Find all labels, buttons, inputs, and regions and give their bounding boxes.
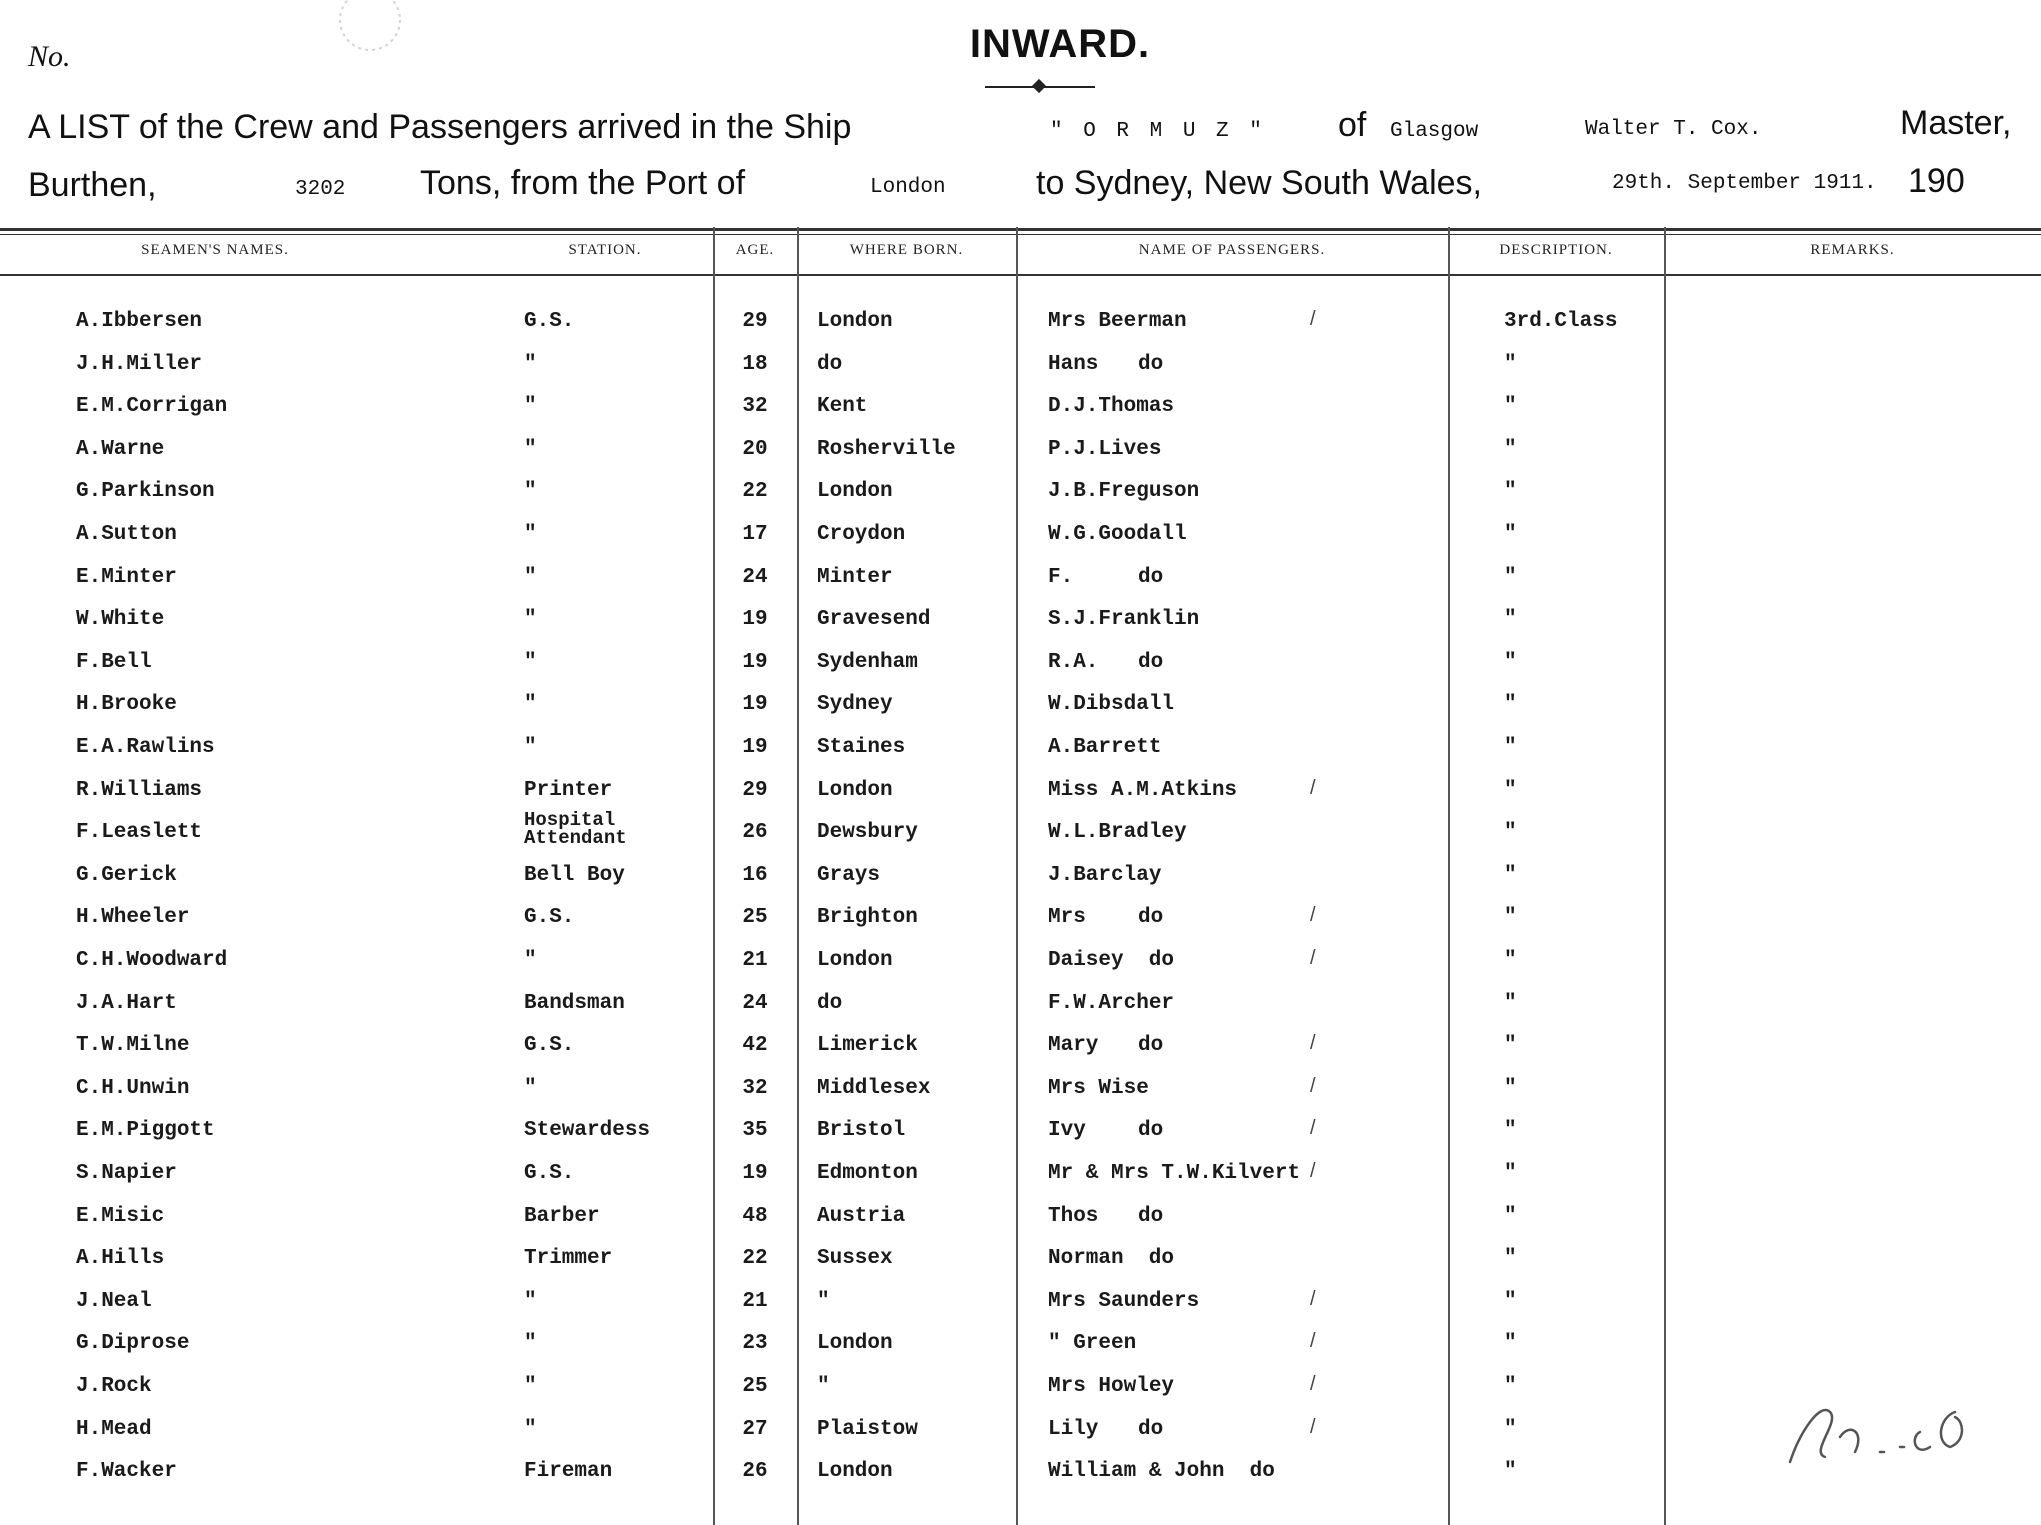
seaman-name: W.White [76, 608, 165, 631]
burthen-label: Burthen, [28, 166, 157, 204]
age: 23 [742, 1332, 768, 1355]
description: 3rd.Class [1504, 310, 1618, 333]
master-name: Walter T. Cox. [1585, 118, 1762, 141]
description: " [1504, 480, 1517, 503]
passenger-name: Mrs [1048, 906, 1086, 929]
passenger-name: F.W.Archer [1048, 992, 1175, 1015]
station: Fireman [524, 1460, 613, 1483]
col-header-description: DESCRIPTION. [1499, 242, 1613, 258]
passenger-name: R.A. [1048, 651, 1099, 674]
description: " [1504, 1332, 1517, 1355]
column-divider [1448, 227, 1450, 1525]
passenger-name: S.J.Franklin [1048, 608, 1200, 631]
age: 21 [742, 1290, 768, 1313]
passenger-ditto: do [1138, 566, 1164, 589]
seaman-name: J.H.Miller [76, 353, 203, 376]
header-rule-top [0, 228, 2041, 231]
tons-from-label: Tons, from the Port of [420, 164, 746, 202]
passenger-name: Miss A.M.Atkins [1048, 779, 1238, 802]
where-born: Sydney [817, 693, 893, 716]
description: " [1504, 1205, 1517, 1228]
age: 21 [742, 949, 768, 972]
seaman-name: J.A.Hart [76, 992, 177, 1015]
passenger-name: W.L.Bradley [1048, 821, 1187, 844]
station: Stewardess [524, 1119, 651, 1142]
age: 24 [742, 992, 768, 1015]
seaman-name: H.Wheeler [76, 906, 190, 929]
passenger-name: D.J.Thomas [1048, 395, 1175, 418]
age: 26 [742, 821, 768, 844]
seaman-name: A.Warne [76, 438, 165, 461]
where-born: do [817, 992, 843, 1015]
age: 42 [742, 1034, 768, 1057]
where-born: Bristol [817, 1119, 906, 1142]
where-born: London [817, 310, 893, 333]
seaman-name: G.Parkinson [76, 480, 215, 503]
description: " [1504, 949, 1517, 972]
passenger-name: J.Barclay [1048, 864, 1162, 887]
passenger-name: W.G.Goodall [1048, 523, 1187, 546]
station: " [524, 651, 537, 674]
station: " [524, 608, 537, 631]
passenger-name: P.J.Lives [1048, 438, 1162, 461]
where-born: Gravesend [817, 608, 931, 631]
passenger-ditto: do [1148, 949, 1175, 972]
age: 26 [742, 1460, 768, 1483]
age: 19 [742, 736, 768, 759]
age: 20 [742, 438, 768, 461]
seaman-name: E.Misic [76, 1205, 165, 1228]
passenger-name: Mrs Saunders [1048, 1290, 1200, 1313]
seaman-name: A.Hills [76, 1247, 165, 1270]
seaman-name: E.M.Corrigan [76, 395, 228, 418]
passenger-name: Mary [1048, 1034, 1099, 1057]
seaman-name: J.Neal [76, 1290, 152, 1313]
col-header-seamen: SEAMEN'S NAMES. [141, 242, 289, 258]
check-mark-icon: / [1310, 308, 1316, 330]
passenger-name: F. [1048, 566, 1074, 589]
seaman-name: A.Ibbersen [76, 310, 203, 333]
check-mark-icon: / [1310, 1288, 1316, 1310]
age: 19 [742, 651, 768, 674]
where-born: Limerick [817, 1034, 918, 1057]
check-mark-icon: / [1310, 1117, 1316, 1139]
age: 19 [742, 608, 768, 631]
station: " [524, 736, 537, 759]
age: 32 [742, 1077, 768, 1100]
station: G.S. [524, 1034, 575, 1057]
passenger-name: William & John [1048, 1460, 1225, 1483]
description: " [1504, 1290, 1517, 1313]
station: " [524, 523, 537, 546]
where-born: London [817, 779, 893, 802]
age: 29 [742, 310, 768, 333]
column-divider [1664, 227, 1666, 1525]
station: " [524, 353, 537, 376]
passenger-name: W.Dibsdall [1048, 693, 1175, 716]
passenger-name: Mr & Mrs T.W.Kilvert [1048, 1162, 1301, 1185]
station: G.S. [524, 310, 575, 333]
check-mark-icon: / [1310, 1032, 1316, 1054]
age: 27 [742, 1418, 768, 1441]
passenger-name: J.B.Freguson [1048, 480, 1200, 503]
arrival-date: 29th. September 1911. [1612, 172, 1877, 195]
col-header-age: AGE. [735, 242, 775, 258]
seaman-name: H.Brooke [76, 693, 177, 716]
description: " [1504, 353, 1517, 376]
check-mark-icon: / [1310, 1075, 1316, 1097]
age: 25 [742, 906, 768, 929]
station: " [524, 566, 537, 589]
description: " [1504, 821, 1517, 844]
station: Trimmer [524, 1247, 613, 1270]
where-born: London [817, 949, 893, 972]
age: 32 [742, 395, 768, 418]
seaman-name: F.Wacker [76, 1460, 177, 1483]
seaman-name: E.M.Piggott [76, 1119, 215, 1142]
description: " [1504, 1418, 1517, 1441]
description: " [1504, 864, 1517, 887]
passenger-name: Mrs Wise [1048, 1077, 1149, 1100]
station: " [524, 949, 537, 972]
station: " [524, 693, 537, 716]
page-title: INWARD. [969, 22, 1151, 66]
seaman-name: E.A.Rawlins [76, 736, 215, 759]
where-born: Brighton [817, 906, 918, 929]
where-born: Sussex [817, 1247, 893, 1270]
seaman-name: E.Minter [76, 566, 177, 589]
description: " [1504, 1119, 1517, 1142]
where-born: Sydenham [817, 651, 918, 674]
passenger-ditto: do [1138, 353, 1164, 376]
passenger-name: Ivy [1048, 1119, 1086, 1142]
station: " [524, 438, 537, 461]
column-header-rule [0, 274, 2041, 276]
age: 35 [742, 1119, 768, 1142]
station: " [524, 480, 537, 503]
passenger-name: A.Barrett [1048, 736, 1162, 759]
passenger-name: Daisey [1048, 949, 1124, 972]
seaman-name: G.Diprose [76, 1332, 190, 1355]
check-mark-icon: / [1310, 1416, 1316, 1438]
station: Printer [524, 779, 613, 802]
tonnage: 3202 [295, 178, 346, 201]
age: 25 [742, 1375, 768, 1398]
station: " [524, 1375, 537, 1398]
where-born: Edmonton [817, 1162, 918, 1185]
passenger-ditto: do [1138, 651, 1164, 674]
seaman-name: C.H.Woodward [76, 949, 228, 972]
col-header-remarks: REMARKS. [1810, 242, 1895, 258]
passenger-ditto: do [1249, 1460, 1275, 1483]
check-mark-icon: / [1310, 1330, 1316, 1352]
station: Bandsman [524, 992, 625, 1015]
passenger-name: Hans [1048, 353, 1099, 376]
age: 19 [742, 1162, 768, 1185]
where-born: Plaistow [817, 1418, 918, 1441]
where-born: " [817, 1375, 830, 1398]
age: 16 [742, 864, 768, 887]
handwritten-initials [1770, 1392, 1990, 1472]
age: 18 [742, 353, 768, 376]
station: G.S. [524, 906, 575, 929]
age: 19 [742, 693, 768, 716]
seaman-name: S.Napier [76, 1162, 177, 1185]
passenger-ditto: do [1138, 1034, 1164, 1057]
station: " [524, 1290, 537, 1313]
description: " [1504, 395, 1517, 418]
check-mark-icon: / [1310, 777, 1316, 799]
passenger-ditto: do [1148, 1247, 1175, 1270]
age: 48 [742, 1205, 768, 1228]
passenger-name: Mrs Howley [1048, 1375, 1175, 1398]
check-mark-icon: / [1310, 947, 1316, 969]
seaman-name: C.H.Unwin [76, 1077, 190, 1100]
description: " [1504, 906, 1517, 929]
description: " [1504, 608, 1517, 631]
passenger-name: Thos [1048, 1205, 1099, 1228]
where-born: Kent [817, 395, 868, 418]
seaman-name: F.Bell [76, 651, 152, 674]
number-label: No. [28, 40, 71, 73]
description: " [1504, 1034, 1517, 1057]
where-born: Rosherville [817, 438, 956, 461]
check-mark-icon: / [1310, 1160, 1316, 1182]
ship-name: " O R M U Z " [1050, 120, 1266, 143]
description: " [1504, 566, 1517, 589]
description: " [1504, 1247, 1517, 1270]
where-born: " [817, 1290, 830, 1313]
description: " [1504, 1162, 1517, 1185]
seaman-name: F.Leaslett [76, 821, 203, 844]
seaman-name: G.Gerick [76, 864, 177, 887]
seaman-name: H.Mead [76, 1418, 152, 1441]
passenger-ditto: do [1138, 906, 1164, 929]
from-port: London [870, 176, 946, 199]
destination-label: to Sydney, New South Wales, [1036, 164, 1482, 202]
station: Hospital Attendant [524, 809, 627, 849]
description: " [1504, 523, 1517, 546]
description: " [1504, 736, 1517, 759]
where-born: Dewsbury [817, 821, 918, 844]
header-rule-thin [0, 234, 2041, 235]
faded-stamp [320, 0, 420, 70]
age: 22 [742, 1247, 768, 1270]
port-of-registry: Glasgow [1390, 120, 1479, 143]
where-born: Middlesex [817, 1077, 931, 1100]
seaman-name: A.Sutton [76, 523, 177, 546]
where-born: London [817, 1460, 893, 1483]
seaman-name: J.Rock [76, 1375, 152, 1398]
master-label: Master, [1900, 104, 2012, 142]
description: " [1504, 651, 1517, 674]
of-label: of [1338, 106, 1367, 144]
where-born: London [817, 1332, 893, 1355]
station: G.S. [524, 1162, 575, 1185]
passenger-ditto: do [1138, 1418, 1164, 1441]
station: " [524, 1077, 537, 1100]
description: " [1504, 1375, 1517, 1398]
station: Bell Boy [524, 864, 625, 887]
check-mark-icon: / [1310, 904, 1316, 926]
description: " [1504, 1077, 1517, 1100]
description: " [1504, 693, 1517, 716]
passenger-name: " Green [1048, 1332, 1137, 1355]
where-born: Grays [817, 864, 881, 887]
age: 29 [742, 779, 768, 802]
passenger-name: Lily [1048, 1418, 1099, 1441]
station: " [524, 395, 537, 418]
check-mark-icon: / [1310, 1373, 1316, 1395]
station: " [524, 1332, 537, 1355]
where-born: Minter [817, 566, 893, 589]
where-born: do [817, 353, 843, 376]
col-header-passengers: NAME OF PASSENGERS. [1138, 242, 1326, 258]
description: " [1504, 779, 1517, 802]
passenger-name: Norman [1048, 1247, 1124, 1270]
seaman-name: R.Williams [76, 779, 203, 802]
column-divider [797, 227, 799, 1525]
age: 17 [742, 523, 768, 546]
description: " [1504, 1460, 1517, 1483]
seaman-name: T.W.Milne [76, 1034, 190, 1057]
age: 24 [742, 566, 768, 589]
column-divider [1016, 227, 1018, 1525]
where-born: Croydon [817, 523, 906, 546]
passenger-ditto: do [1138, 1205, 1164, 1228]
col-header-station: STATION. [568, 242, 642, 258]
description: " [1504, 992, 1517, 1015]
station: " [524, 1418, 537, 1441]
where-born: Staines [817, 736, 906, 759]
title-ornament-diamond [1032, 79, 1046, 93]
age: 22 [742, 480, 768, 503]
station: Barber [524, 1205, 600, 1228]
col-header-where-born: WHERE BORN. [849, 242, 964, 258]
passenger-ditto: do [1138, 1119, 1164, 1142]
year-label: 190 [1908, 162, 1965, 200]
where-born: Austria [817, 1205, 906, 1228]
where-born: London [817, 480, 893, 503]
passenger-name: Mrs Beerman [1048, 310, 1187, 333]
description: " [1504, 438, 1517, 461]
list-heading-text: A LIST of the Crew and Passengers arrived in the Ship [28, 108, 852, 146]
